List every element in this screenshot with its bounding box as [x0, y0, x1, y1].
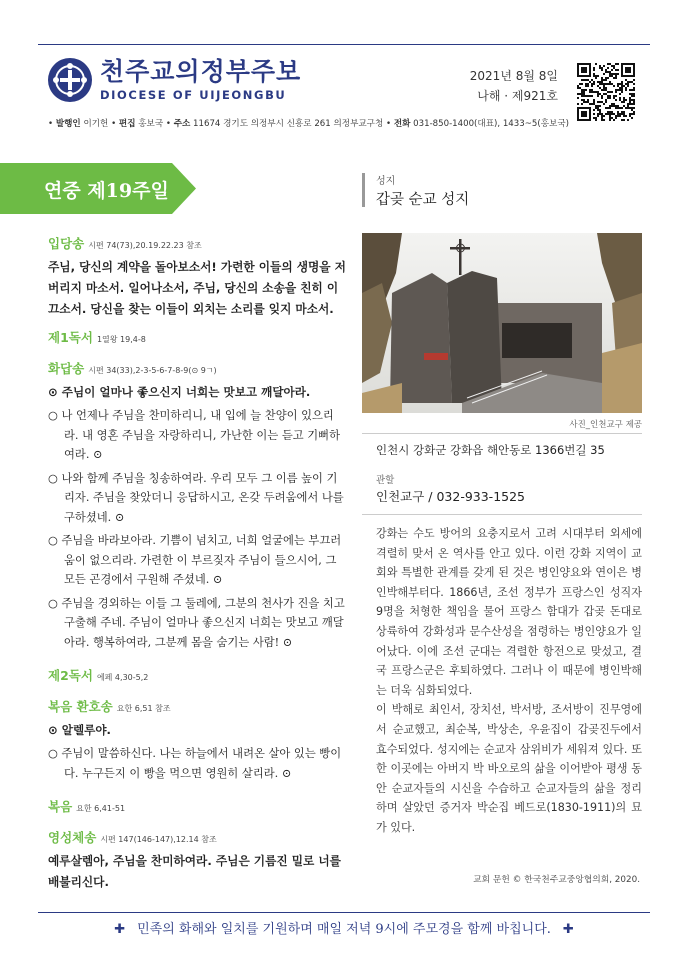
contact-kicker: 관할 [376, 475, 395, 486]
psalm-verse: ○ 주님을 경외하는 이들 그 둘레에, 그분의 천사가 진을 치고 구출해 주네. 주님이 얼마나 좋으신지 너희는 맛보고 깨달아라. 행복하여라, 그분께 몸을 숨기는 사람! ⊙ [48, 596, 345, 649]
photo-credit: 사진_인천교구 제공 [569, 420, 642, 430]
editor-value: 홍보국 [138, 119, 164, 129]
gospel-ref: 요한 6,41-51 [76, 804, 126, 813]
communion-section [48, 828, 348, 849]
top-divider [38, 44, 650, 45]
footer-banner [0, 918, 688, 937]
article-paragraph: 강화는 수도 방어의 요충지로서 고려 시대부터 외세에 격렬히 맞서 온 역사를 안고 있다. 이런 강화 지역이 교회와 특별한 관계를 갖게 된 것은 병인양요와 연이은 병인박해부터다. 1866년, 조선 정부가 프랑스인 성직자 9명을 처형한 책임을 물어 프랑스 함대가 갑곶 돈대로 상륙하여 강화성과 문수산성을 점령하는 병인양요가 일어났다. 이에 조선 군대는 격렬한 항전으로 맞섰고, 결국 프랑스군은 후퇴하였다. 그러나 이 때문에 병인박해는 더욱 심화되었다. [376, 527, 642, 697]
psalm-title: 화답송 [48, 361, 85, 376]
article-paragraph: 이 박해로 최인서, 장치선, 박서방, 조서방이 진무영에서 순교했고, 최순복, 박상손, 우윤집이 갑곶진두에서 효수되었다. 성지에는 순교자 삼위비가 세워져 있다. 또한 이곳에는 아버지 박 바오로의 삶을 이어받아 평생 동안 순교자들의 시신을 수습하고 순교자들의 삶을 정리하며 살았던 증거자 박순집 베드로(1830-1911)의 묘가 있다. [376, 703, 642, 834]
shrine-article [376, 524, 642, 838]
sunday-title: 연중 제19주일 [44, 180, 169, 202]
plus-icon: ✚ [114, 922, 126, 937]
communion-title: 영성체송 [48, 830, 97, 845]
psalm-verse: ○ 나 언제나 주님을 찬미하리니, 내 입에 늘 찬양이 있으리라. 내 영혼 주님을 자랑하리니, 가난한 이는 듣고 기뻐하여라. ⊙ [48, 409, 340, 461]
communion-ref: 시편 147(146-147),12.14 참조 [100, 835, 217, 844]
phone-value: 031-850-1400(대표), 1433~5(홍보국) [413, 119, 569, 129]
entrance-text: 주님, 당신의 계약을 돌아보소서! 가련한 이들의 생명을 저버리지 마소서. 일어나소서, 주님, 당신의 소송을 친히 이끄소서. 당신을 찾는 이들이 외치는 소리를 잊지 마소서. [48, 260, 346, 316]
publisher-value: 이기헌 [83, 119, 109, 129]
publisher-label: 발행인 [55, 119, 81, 129]
shrine-contact: 인천교구 / 032-933-1525 [376, 489, 526, 504]
shrine-kicker: 성지 [376, 176, 396, 187]
second-reading-ref: 에페 4,30-5,2 [96, 673, 149, 682]
entrance-section [48, 234, 348, 255]
publisher-line: • 발행인 이기헌 • 편집 홍보국 • 주소 11674 경기도 의정부시 신흥로 261 의정부교구청 • 전화 031-850-1400(대표), 1433~5(홍보국) [48, 119, 569, 129]
gospel-acclamation-ref: 요한 6,51 참조 [116, 704, 171, 713]
psalm-verse: ○ 주님을 바라보아라. 기쁨이 넘치고, 너희 얼굴에는 부끄러움이 없으리라. 가련한 이 부르짖자 주님이 들으시어, 그 모든 곤경에서 구원해 주셨네. ⊙ [48, 534, 342, 586]
communion-text: 예루살렘아, 주님을 찬미하여라. 주님은 기름진 밀로 너를 배불리신다. [48, 854, 341, 889]
gospel-title: 복음 [48, 799, 73, 814]
shrine-photo [362, 233, 642, 413]
address-value: 11674 경기도 의정부시 신흥로 261 의정부교구청 [193, 119, 384, 129]
footer-text: 민족의 화해와 일치를 기원하며 매일 저녁 9시에 주모경을 함께 바칩니다. [137, 922, 551, 937]
gospel-acclamation-verse: ○ 주님이 말씀하신다. 나는 하늘에서 내려온 살아 있는 빵이다. 누구든지 이 빵을 먹으면 영원히 살리라. ⊙ [48, 747, 342, 780]
psalm-section [48, 359, 348, 380]
first-reading-title: 제1독서 [48, 330, 93, 345]
divider [362, 514, 642, 515]
gospel-section [48, 797, 348, 818]
shrine-address: 인천시 강화군 강화읍 해안동로 1366번길 35 [376, 443, 605, 457]
psalm-verse: ○ 나와 함께 주님을 칭송하여라. 우리 모두 그 이름 높이 기리자. 주님을 찾았더니 응답하시고, 온갖 두려움에서 나를 구하셨네. ⊙ [48, 471, 344, 524]
masthead-subtitle: DIOCESE OF UIJEONGBU [100, 88, 287, 102]
source-note: 교회 문헌 © 한국천주교중앙협의회, 2020. [473, 875, 640, 885]
gospel-acclamation-title: 복음 환호송 [48, 699, 113, 714]
masthead-logo[interactable] [48, 58, 301, 102]
issue-info [470, 66, 558, 106]
second-reading-section [48, 666, 348, 687]
editor-label: 편집 [118, 119, 136, 129]
qr-code-icon[interactable] [575, 61, 637, 123]
plus-icon: ✚ [562, 922, 574, 937]
issue-date: 2021년 8월 8일 [469, 69, 558, 83]
liturgy-column [48, 232, 348, 901]
second-reading-title: 제2독서 [48, 668, 93, 683]
issue-number: 나해 · 제921호 [477, 89, 558, 103]
section-marker [362, 173, 365, 207]
first-reading-section [48, 328, 348, 349]
diocese-logo-icon [48, 58, 92, 102]
psalm-ref: 시편 34(33),2-3-5-6-7-8-9(⊙ 9ㄱ) [88, 366, 217, 375]
phone-label: 전화 [393, 119, 411, 129]
entrance-ref: 시편 74(73),20.19.22.23 참조 [88, 241, 202, 250]
shrine-title: 갑곶 순교 성지 [376, 192, 470, 208]
address-label: 주소 [173, 119, 191, 129]
masthead-title: 천주교의정부주보 [100, 57, 302, 86]
entrance-title: 입당송 [48, 236, 85, 251]
gospel-acclamation-section [48, 697, 348, 718]
psalm-response: ⊙ 주님이 얼마나 좋으신지 너희는 맛보고 깨달아라. [48, 385, 311, 399]
divider [362, 433, 642, 434]
first-reading-ref: 1열왕 19,4-8 [96, 335, 146, 344]
gospel-acclamation-response: ⊙ 알렐루야. [48, 723, 111, 737]
bottom-divider [38, 912, 650, 913]
